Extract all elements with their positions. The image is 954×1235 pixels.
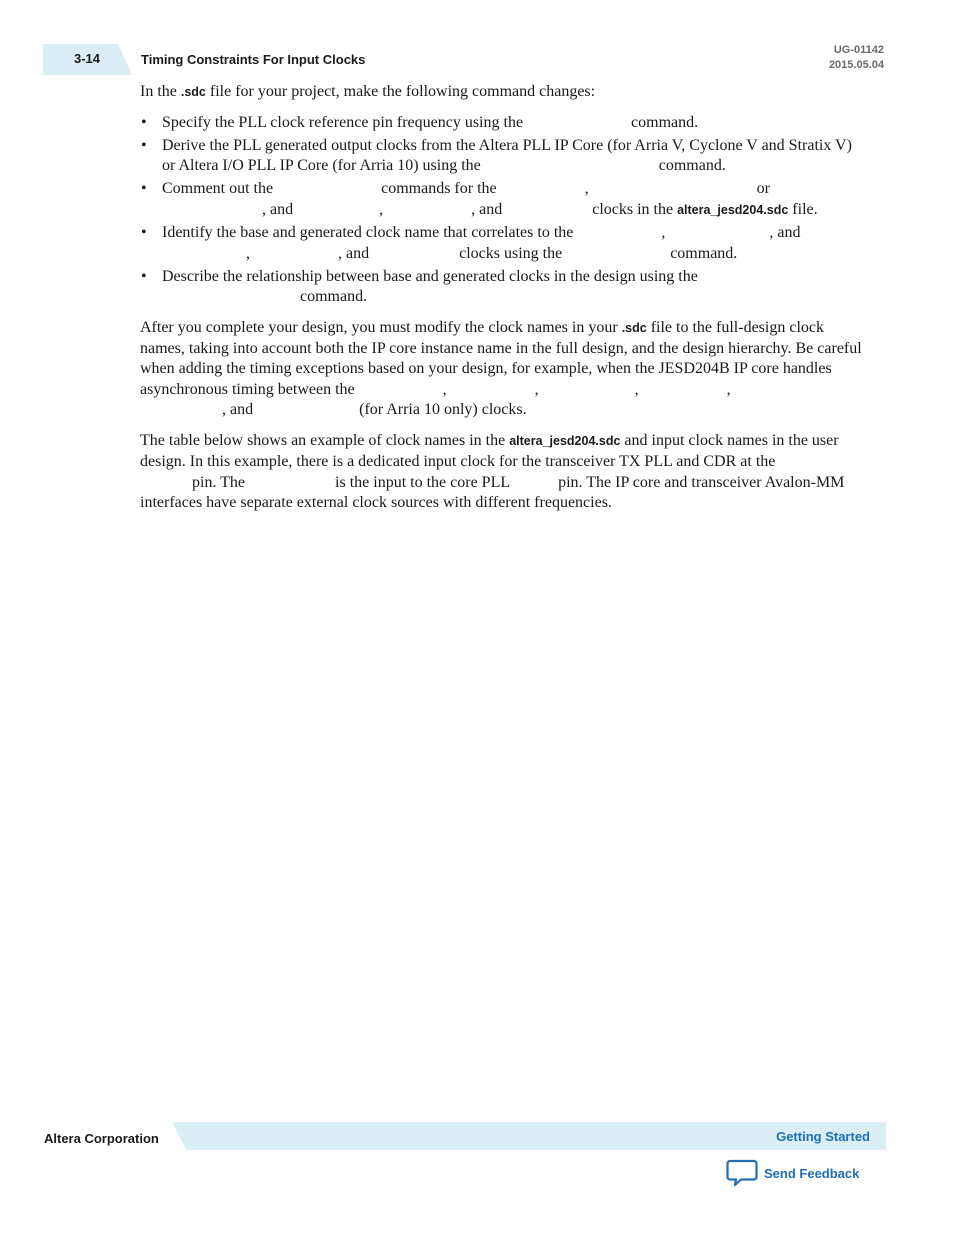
list-item: • Describe the relationship between base and generated clocks in the design using the command. — [140, 267, 868, 308]
design-clock-names-paragraph: After you complete your design, you must modify the clock names in your .sdc file to the full-design clock names, taking into account both the IP core instance name in the full design, and the design hierarchy. Be careful when adding the timing exceptions based on your design, for example, when the JESD204B IP core handles asynchronous timing between the , , , , , and (for Arria 10 only) clocks. — [140, 318, 862, 419]
sdc-file-name: .sdc — [621, 320, 647, 335]
sdc-file-name: altera_jesd204.sdc — [509, 434, 621, 449]
command-changes-list — [140, 113, 868, 308]
chapter-link[interactable]: Getting Started — [776, 1129, 870, 1144]
send-feedback-link[interactable] — [726, 1158, 859, 1188]
send-feedback-label[interactable]: Send Feedback — [764, 1165, 860, 1181]
list-item: • Derive the PLL generated output clocks from the Altera PLL IP Core (for Arria V, Cyclone V and Stratix V) or Altera I/O PLL IP Core (for Arria 10) using the command. — [140, 136, 868, 177]
sdc-file-name: .sdc — [180, 85, 206, 99]
list-item: • Identify the base and generated clock name that correlates to the , , and , , and clocks using the command. — [140, 223, 868, 264]
clock-names-table-intro: The table below shows an example of clock names in the altera_jesd204.sdc and input clock names in the user design. In this example, there is a dedicated input clock for the transceiver TX PLL and CDR at the pin. The is the input to the core PLL pin. The IP core and transceiver Avalon-MM interfaces have separate external clock sources with different frequencies. — [140, 432, 845, 512]
body-content — [140, 82, 868, 514]
intro-paragraph: In the .sdc file for your project, make the following command changes: — [140, 83, 596, 100]
company-name: Altera Corporation — [44, 1131, 159, 1146]
list-item: • Comment out the commands for the , or , and , , and clocks in the altera_jesd204.sdc file. — [140, 179, 868, 220]
doc-date: 2015.05.04 — [828, 59, 884, 71]
page-number: 3-14 — [74, 51, 101, 66]
speech-bubble-icon — [726, 1158, 758, 1188]
sdc-file-name: altera_jesd204.sdc — [677, 202, 789, 217]
doc-number: UG-01142 — [833, 44, 884, 56]
document-id — [829, 43, 884, 73]
list-item: • Specify the PLL clock reference pin frequency using the command. — [140, 113, 868, 134]
section-title: Timing Constraints For Input Clocks — [141, 52, 366, 67]
